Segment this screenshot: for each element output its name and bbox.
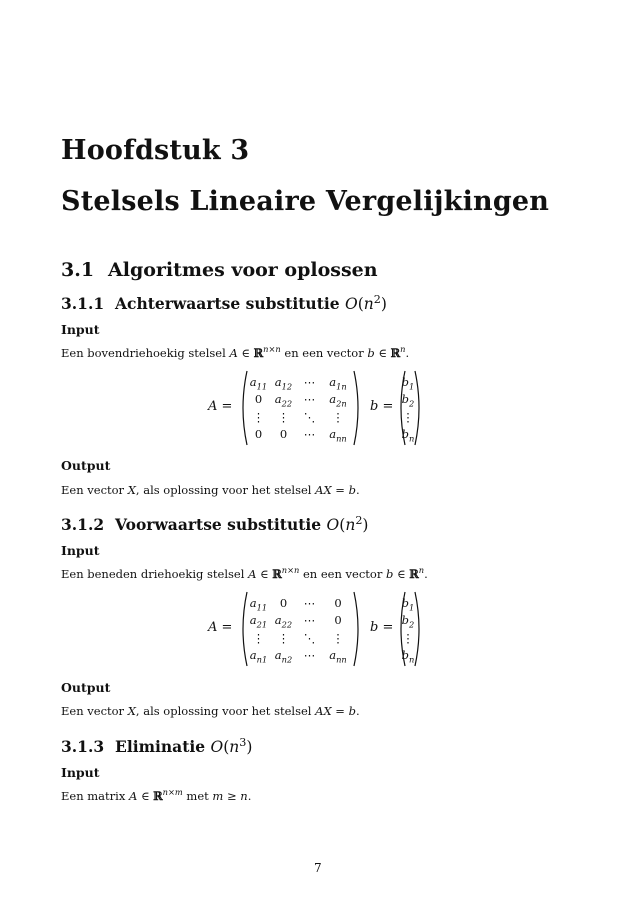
matrix-entry: ⋯ [303,648,316,663]
matrix-entry: ⋯ [303,613,316,628]
subsection-heading-2 [61,515,368,534]
right-paren-icon [353,591,363,667]
matrix-entry: ⋮ [252,630,265,645]
matrix-entry: $a_{11}$ [249,595,268,613]
input-heading-2: Input [61,543,100,558]
section-number: 3.1 [61,259,95,281]
matrix-entry: ⋯ [303,427,316,442]
matrix-label: A = [208,620,233,635]
subsection-number: 3.1.1 [61,294,105,313]
matrix-entry: $a_{2n}$ [329,392,347,409]
right-paren-icon [414,370,424,446]
matrix-entry: $a_{nn}$ [329,427,347,444]
vector-entry: $b_1$ [401,595,415,613]
matrix-entry: $a_{12}$ [274,374,293,392]
right-paren-icon [414,591,424,667]
matrix-entry: $a_{1n}$ [329,374,347,392]
subsection-number: 3.1.2 [61,515,105,534]
vector-entry: ⋮ [402,630,414,645]
vector-entry: $b_n$ [401,648,415,665]
matrix-entry: 0 [254,392,263,407]
output-text-1: Een vector X, als oplossing voor het stelsel AX = b. [61,483,360,497]
subsection-title: Eliminatie [115,737,206,756]
matrix-entry: ⋮ [252,409,265,424]
section-heading [61,259,378,281]
matrix-2 [246,594,353,664]
equation-1 [0,370,636,446]
matrix-entry: $a_{n2}$ [274,648,293,665]
output-text-2: Een vector X, als oplossing voor het stelsel AX = b. [61,704,360,718]
matrix-1 [246,373,353,443]
chapter-label: Hoofdstuk 3 [61,135,250,166]
matrix-entry: ⋯ [303,595,316,610]
matrix-entry: ⋮ [277,409,290,424]
vector-entry: $b_2$ [401,613,415,630]
matrix-entry: ⋮ [277,630,290,645]
subsection-heading-3 [61,737,252,756]
vector-label: b = [370,620,394,635]
input-heading-1: Input [61,322,100,337]
matrix-entry: $a_{11}$ [249,374,268,392]
matrix-entry: 0 [334,613,342,628]
input-heading-3: Input [61,765,100,780]
matrix-entry: ⋱ [303,630,316,645]
matrix-entry: ⋯ [303,392,316,407]
chapter-title: Stelsels Lineaire Vergelijkingen [61,186,550,217]
matrix-entry: ⋱ [303,409,316,424]
matrix-label: A = [208,399,233,414]
matrix-entry: 0 [254,427,263,442]
subsection-title: Achterwaartse substitutie [115,294,340,313]
output-heading-2: Output [61,680,111,695]
matrix-entry: 0 [279,595,288,610]
subsection-number: 3.1.3 [61,737,105,756]
page-number: 7 [314,861,322,875]
matrix-entry: ⋯ [303,374,316,389]
input-text-2: Een beneden driehoekig stelsel A ∈ ℝ$^{n\times n}$ en een vector b ∈ ℝ$^n$. [61,565,428,581]
output-heading-1: Output [61,458,111,473]
vector-entry: $b_n$ [401,427,415,444]
complexity: $O(n^3)$ [210,735,253,756]
vector-entry: $b_2$ [401,392,415,409]
input-text-1: Een bovendriehoekig stelsel A ∈ ℝ$^{n\times n}$ en een vector b ∈ ℝ$^n$. [61,344,410,360]
vector-entry: $b_1$ [401,374,415,392]
input-text-3: Een matrix A ∈ ℝ$^{n\times m}$ met m ≥ n. [61,787,252,803]
subsection-title: Voorwaartse substitutie [115,515,322,534]
section-title: Algoritmes voor oplossen [108,259,378,281]
matrix-entry: ⋮ [332,409,344,424]
matrix-entry: ⋮ [332,630,344,645]
equation-2 [0,591,636,667]
vector-label: b = [370,399,394,414]
matrix-entry: $a_{21}$ [249,613,268,630]
matrix-entry: 0 [279,427,288,442]
vector-entry: ⋮ [402,409,414,424]
complexity: $O(n^2)$ [326,513,369,534]
matrix-entry: $a_{n1}$ [249,648,268,665]
matrix-entry: $a_{22}$ [274,392,293,409]
subsection-heading-1 [61,294,387,313]
right-paren-icon [353,370,363,446]
complexity: $O(n^2)$ [345,292,387,313]
matrix-entry: $a_{22}$ [274,613,293,630]
matrix-entry: 0 [334,595,342,610]
matrix-entry: $a_{nn}$ [329,648,347,665]
